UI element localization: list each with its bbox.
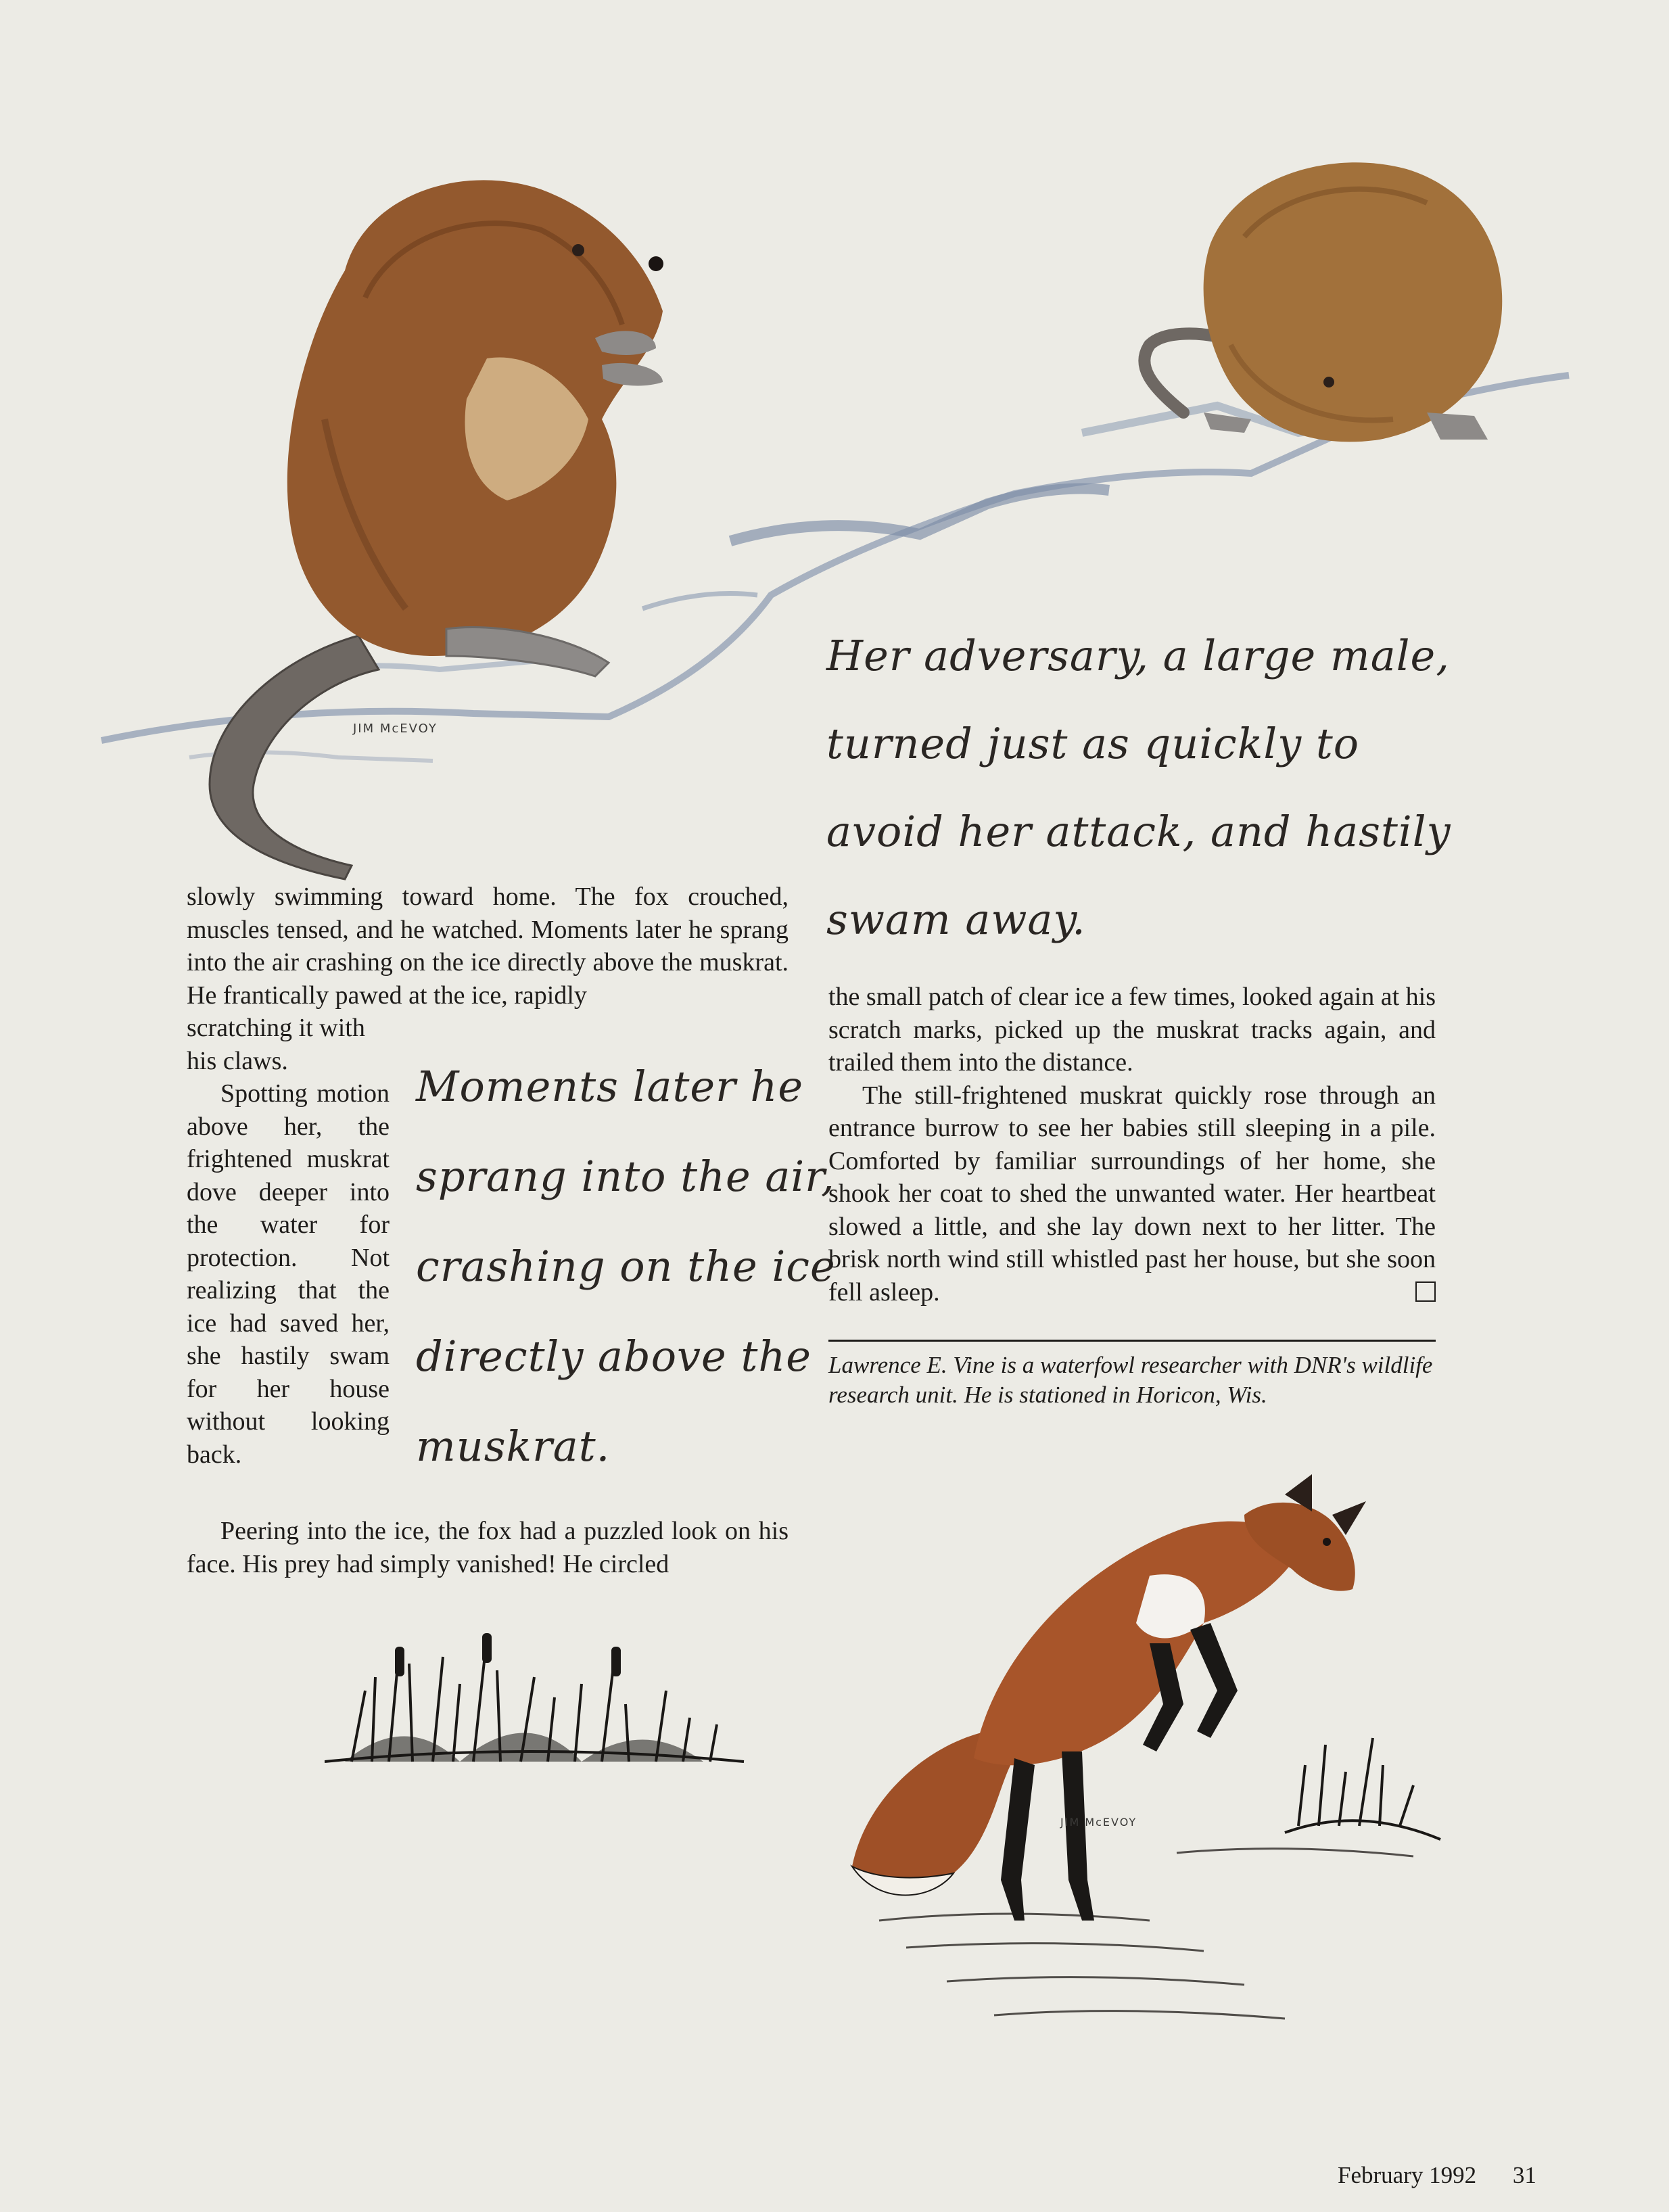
page-footer <box>1338 2162 1536 2189</box>
column-2 <box>828 981 1436 1309</box>
pull-quote-top-line: swam away. <box>826 895 1086 944</box>
pull-quote-middle-line: muskrat. <box>416 1421 611 1471</box>
muskrat-standing-illustration <box>189 135 730 886</box>
pull-quote-middle-line: sprang into the air, <box>416 1152 835 1201</box>
muskrat-crouching-illustration <box>1109 142 1555 480</box>
pull-quote-top <box>826 612 1451 964</box>
bio-divider <box>828 1340 1436 1342</box>
pull-quote-top-line: avoid her attack, and hastily <box>826 807 1451 856</box>
pull-quote-middle-line: directly above the <box>416 1332 812 1381</box>
column-1-narrow-text-a: scratching it with his claws. <box>187 1014 365 1075</box>
fox-artist-signature: JIM McEVOY <box>1060 1816 1137 1829</box>
end-of-article-square-icon <box>1415 1281 1436 1302</box>
column-2-paragraph-1: the small patch of clear ice a few times, looked again at his scratch marks, picked up the muskrat tracks again, and trailed them into the distance. <box>828 983 1436 1077</box>
pull-quote-middle-line: Moments later he <box>416 1062 804 1111</box>
column-1-bottom-text: Peering into the ice, the fox had a puzzled look on his face. His prey had simply vanished! He circled <box>187 1517 789 1578</box>
pull-quote-middle <box>416 1041 836 1491</box>
column-1-top-text: slowly swimming toward home. The fox crouched, muscles tensed, and he watched. Moments later he sprang into the air crashing on the ice directly above the muskrat. He frantically pawed at the ice, rapidly <box>187 883 789 1010</box>
page-number: 31 <box>1512 2162 1536 2188</box>
issue-date: February 1992 <box>1338 2162 1477 2188</box>
author-bio: Lawrence E. Vine is a waterfowl researcher with DNR's wildlife research unit. He is stationed in Horicon, Wis. <box>828 1352 1433 1408</box>
pull-quote-top-line: turned just as quickly to <box>826 719 1360 768</box>
fox-pouncing-illustration <box>771 1447 1488 2069</box>
pull-quote-top-line: Her adversary, a large male, <box>826 631 1450 680</box>
column-2-paragraph-2-text: The still-frightened muskrat quickly rose through an entrance burrow to see her babies still sleeping in a pile. Comforted by familiar surroundings of her home, she shook her coat to shed the unwanted water. Her heartbeat slowed a little, and she lay down next to her litter. The brisk north wind still whistled past her house, but she soon fell asleep. <box>828 1081 1436 1307</box>
cattails-illustration <box>325 1609 757 1765</box>
column-1-narrow <box>187 1012 390 1471</box>
column-1-bottom <box>187 1515 789 1580</box>
column-1-top <box>187 880 789 1012</box>
pull-quote-middle-line: crashing on the ice <box>416 1242 836 1291</box>
artist-signature: JIM McEVOY <box>353 722 438 736</box>
column-1-narrow-text-b: Spotting motion above her, the frightened muskrat dove deeper into the water for protection. Not realizing that the ice had saved her, she hastily swam for her house without looking back. <box>187 1079 390 1469</box>
column-2-paragraph-2 <box>828 1079 1436 1309</box>
